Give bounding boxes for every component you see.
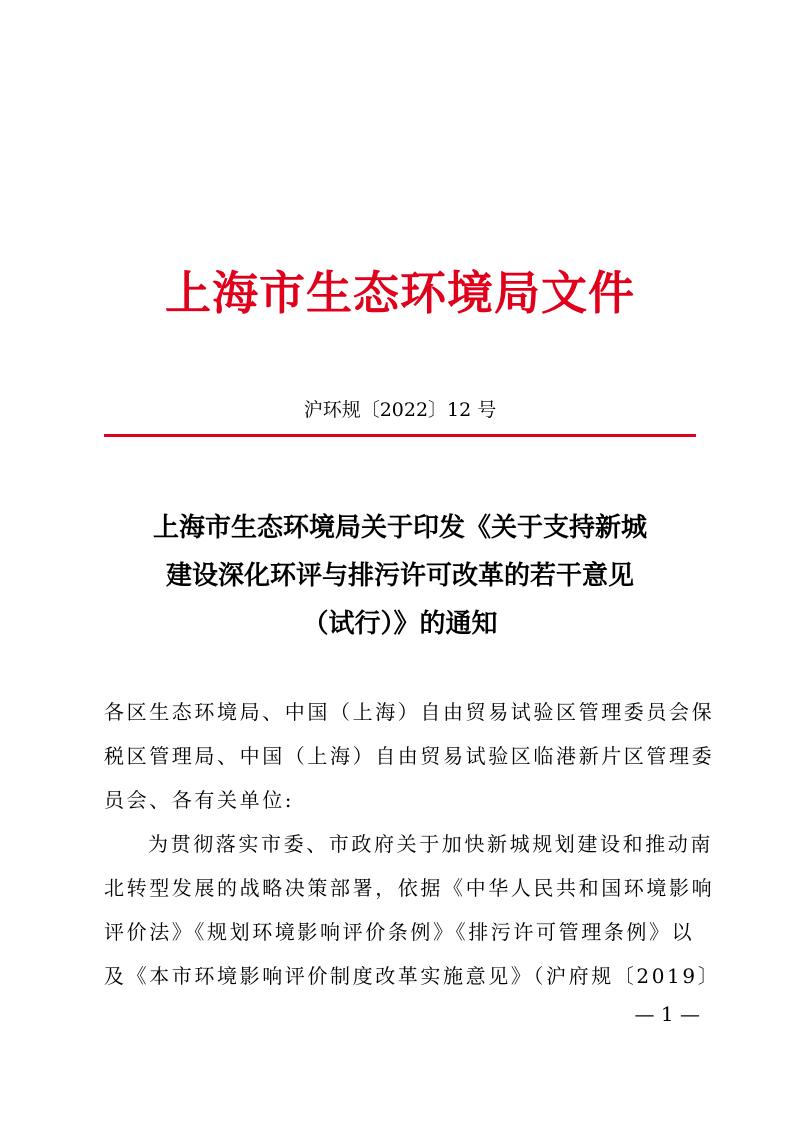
red-divider-line <box>104 434 696 437</box>
salutation <box>104 690 715 822</box>
title-line: 建设深化环评与排污许可改革的若干意见 <box>165 561 634 591</box>
salutation-line: 员会、各有关单位: <box>104 788 295 812</box>
title-line: （试行）》的通知 <box>302 609 498 639</box>
document-title <box>100 504 700 648</box>
paragraph-line: 及《本市环境影响评价制度改革实施意见》（沪府规〔2019〕 <box>104 964 721 988</box>
paragraph-line: 评价法》《规划环境影响评价条例》《排污许可管理条例》以 <box>104 920 695 944</box>
title-line: 上海市生态环境局关于印发《关于支持新城 <box>152 513 647 543</box>
body-paragraph <box>104 822 721 998</box>
page-number: — 1 — <box>634 1002 700 1026</box>
issuing-authority-header: 上海市生态环境局文件 <box>165 266 635 320</box>
paragraph-line: 为贯彻落实市委、市政府关于加快新城规划建设和推动南 <box>148 832 713 856</box>
paragraph-line: 北转型发展的战略决策部署，依据《中华人民共和国环境影响 <box>104 876 715 900</box>
salutation-line: 各区生态环境局、中国（上海）自由贸易试验区管理委员会保 <box>104 700 715 724</box>
document-number: 沪环规〔2022〕12 号 <box>303 399 497 421</box>
salutation-line: 税区管理局、中国（上海）自由贸易试验区临港新片区管理委 <box>104 744 715 768</box>
